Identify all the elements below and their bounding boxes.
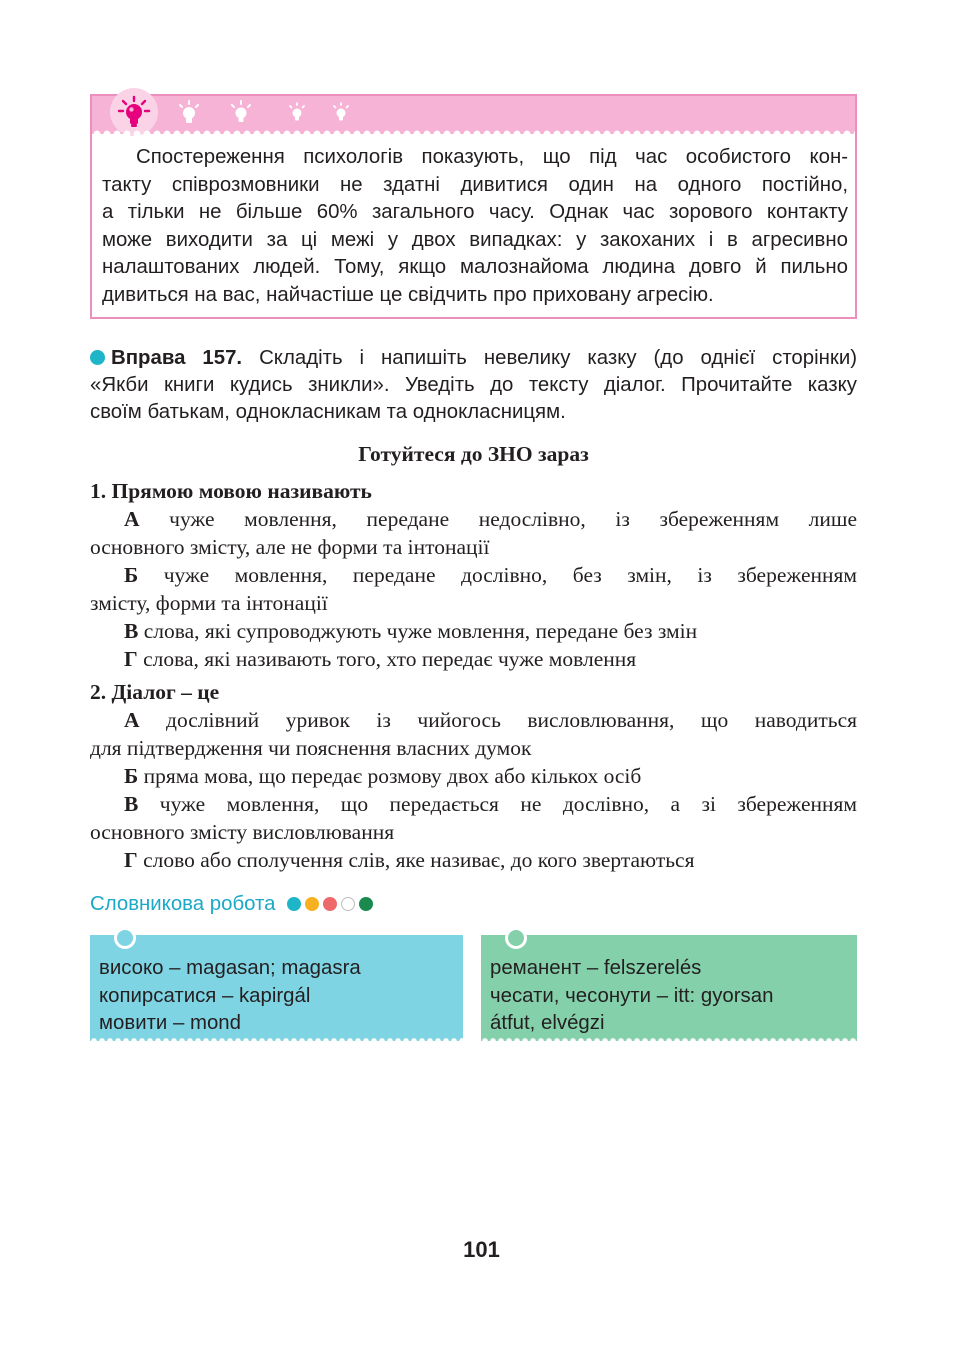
option-letter: Г <box>124 848 138 872</box>
answer-option <box>90 645 857 673</box>
answer-option <box>90 505 857 533</box>
option-text: чуже мовлення, передане недослівно, із збереженням лише <box>169 507 857 531</box>
vocabulary-entry: високо – magasan; magasra <box>99 957 361 979</box>
info-text <box>102 144 848 310</box>
level-dot-icon <box>341 897 355 911</box>
option-text: основного змісту, але не форми та інтонації <box>90 535 490 559</box>
scalloped-edge <box>90 1037 463 1045</box>
level-dot-icon <box>323 897 337 911</box>
option-text: чуже мовлення, що передається не дослівно, а зі збереженням <box>159 792 857 816</box>
option-text: слова, які називають того, хто передає чуже мовлення <box>143 647 637 671</box>
option-text: пряма мова, що передає розмову двох або кількох осіб <box>143 764 642 788</box>
vocabulary-title: Словникова робота <box>90 893 276 915</box>
option-text: слова, які супроводжують чуже мовлення, передане без змін <box>143 619 698 643</box>
level-dot-icon <box>287 897 301 911</box>
option-letter: В <box>124 792 139 816</box>
option-letter: Г <box>124 647 138 671</box>
question-heading: 1. Прямою мовою називають <box>90 479 372 503</box>
answer-option <box>90 561 857 589</box>
exercise-text: Складіть і напишіть невелику казку (до однієї сторінки) <box>259 347 857 369</box>
info-line: дивиться на вас, найчастіше це свідчить про приховану агресію. <box>102 283 714 306</box>
option-text: основного змісту висловлювання <box>90 820 395 844</box>
small-lightbulb-icon <box>228 100 254 126</box>
level-dot-icon <box>359 897 373 911</box>
option-text: змісту, форми та інтонації <box>90 591 328 615</box>
vocabulary-heading <box>90 890 373 918</box>
scalloped-edge <box>481 1037 857 1045</box>
info-box <box>90 94 857 319</box>
answer-option <box>90 762 857 790</box>
question-2 <box>90 678 857 874</box>
exercise-line: своїм батькам, однокласникам та однокласницям. <box>90 401 566 423</box>
answer-option <box>90 617 857 645</box>
option-text: чуже мовлення, передане дослівно, без змін, із збереженням <box>163 563 857 587</box>
exercise-line: «Якби книги кудись зникли». Уведіть до тексту діалог. Прочитайте казку <box>90 374 857 396</box>
exercise-line <box>90 345 857 372</box>
small-lightbulb-icon <box>176 100 202 126</box>
answer-option <box>90 846 857 874</box>
level-dot-icon <box>305 897 319 911</box>
option-letter: А <box>124 507 140 531</box>
lightbulb-icon <box>117 95 151 129</box>
level-dots <box>287 897 373 911</box>
option-text: дослівний уривок із чийогось висловлювання, що наводиться <box>166 708 857 732</box>
bullet-dot-icon <box>90 350 105 365</box>
exercise-157 <box>90 345 857 426</box>
option-text: слово або сполучення слів, яке називає, до кого звертаються <box>143 848 695 872</box>
vocabulary-entry: чесати, чесонути – itt: gyorsan <box>490 984 774 1007</box>
option-letter: В <box>124 619 139 643</box>
small-lightbulb-icon <box>284 100 310 126</box>
vocabulary-entry: реманент – felszerelés <box>490 957 702 979</box>
answer-option <box>90 706 857 734</box>
info-line: такту співрозмовники не здатні дивитися один на одного постійно, <box>102 173 848 196</box>
option-letter: Б <box>124 764 139 788</box>
answer-option <box>90 790 857 818</box>
vocabulary-list <box>490 955 773 1038</box>
info-line: налаштованих людей. Тому, якщо малознайома людина довго й пильно <box>102 256 848 279</box>
info-header-band <box>92 96 855 134</box>
option-letter: А <box>124 708 140 732</box>
small-lightbulb-icon <box>328 100 354 126</box>
question-1 <box>90 477 857 673</box>
vocabulary-entry: мовити – mond <box>99 1012 241 1035</box>
info-line: може виходити за ці межі у двох випадках: у закоханих і в агресивно <box>102 228 848 251</box>
scalloped-edge <box>92 129 855 139</box>
option-letter: Б <box>124 563 139 587</box>
info-line: а тільки не більше 60% загального часу. Однак час зорового контакту <box>102 201 848 224</box>
zno-title: Готуйтеся до ЗНО зараз <box>358 442 589 466</box>
vocabulary-entry: копирсатися – kapirgál <box>99 984 311 1007</box>
vocabulary-card-left <box>90 935 463 1041</box>
ring-icon <box>505 927 527 949</box>
vocabulary-card-right <box>481 935 857 1041</box>
exercise-number: Вправа 157. <box>111 347 243 369</box>
option-text: для підтвердження чи пояснення власних думок <box>90 736 532 760</box>
vocabulary-entry: átfut, elvégzi <box>490 1012 605 1035</box>
ring-icon <box>114 927 136 949</box>
info-line: Спостереження психологів показують, що під час особистого кон- <box>136 146 848 168</box>
page-number: 101 <box>463 1237 500 1262</box>
question-heading: 2. Діалог – це <box>90 680 220 704</box>
vocabulary-list <box>99 955 361 1038</box>
